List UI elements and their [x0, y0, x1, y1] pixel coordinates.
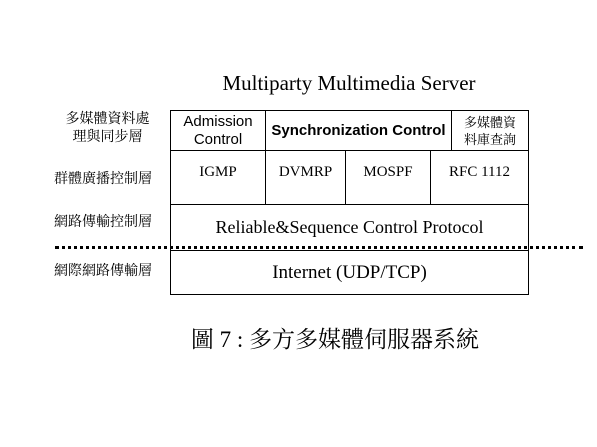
- internet-udp-tcp-text: Internet (UDP/TCP): [272, 261, 427, 283]
- admission-control-cell: [171, 111, 266, 150]
- multimedia-db-query-cell: [452, 111, 528, 150]
- igmp-cell: [171, 150, 266, 204]
- mospf-cell: [346, 150, 431, 204]
- layer-label-multicast: 群體廣播控制層: [54, 172, 152, 187]
- internet-layer-row: [170, 250, 529, 295]
- network-control-layer-row: [170, 204, 529, 251]
- dotted-separator: [55, 246, 583, 249]
- admission-control-text: Admission Control: [183, 112, 253, 148]
- reliable-sequence-protocol-text: Reliable&Sequence Control Protocol: [215, 217, 484, 237]
- diagram-title: Multiparty Multimedia Server: [222, 71, 476, 95]
- dvmrp-cell: [266, 150, 346, 204]
- mospf-text: MOSPF: [363, 164, 413, 180]
- multimedia-db-query-text: 多媒體資 料庫查詢: [463, 114, 516, 147]
- rfc1112-cell: [431, 150, 528, 204]
- rfc1112-text: RFC 1112: [449, 164, 510, 180]
- multicast-layer-row: [170, 150, 529, 205]
- layer-label-network-control: 網路傳輸控制層: [54, 215, 152, 230]
- figure-caption: 圖 7 : 多方多媒體伺服器系統: [190, 327, 480, 352]
- sync-layer-row: [170, 110, 529, 151]
- synchronization-control-text: Synchronization Control: [271, 122, 446, 139]
- layer-label-internet: 網際網路傳輸層: [54, 264, 152, 279]
- layer-label-sync: 多媒體資料處 理與同步層: [65, 112, 150, 145]
- igmp-text: IGMP: [199, 164, 237, 180]
- dvmrp-text: DVMRP: [278, 164, 333, 180]
- synchronization-control-cell: [266, 111, 452, 150]
